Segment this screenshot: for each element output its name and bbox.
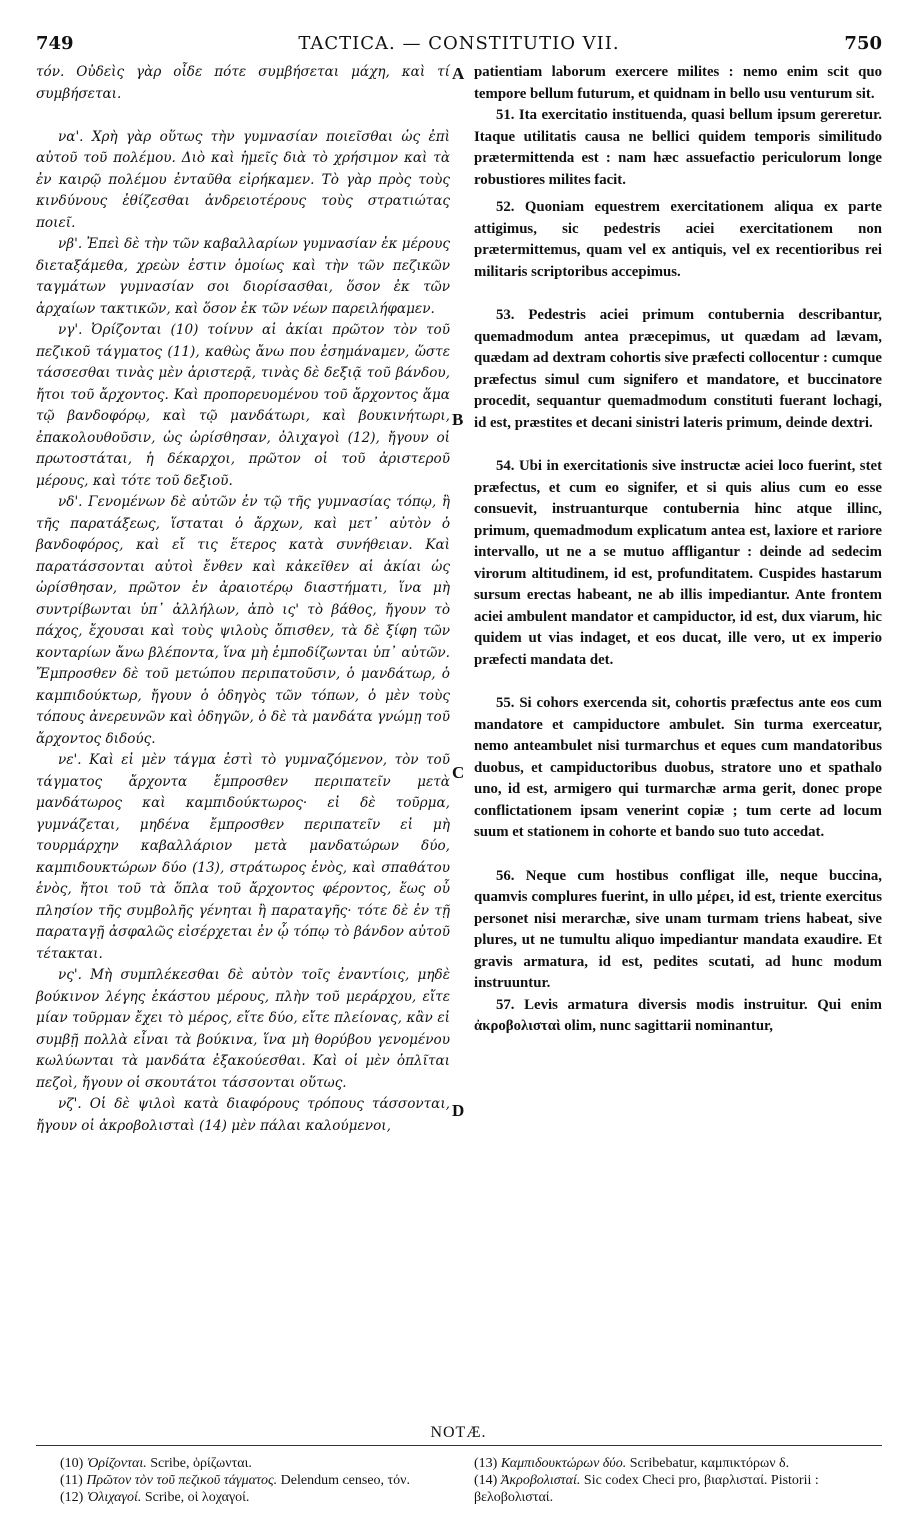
footnote	[60, 1455, 440, 1472]
latin-paragraph: patientiam laborum exercere milites : nemo enim scit quo tempore bellum futurum, et quidnam in bello usu venturum sit.	[474, 64, 882, 102]
greek-paragraph: νβ'. Ἐπεὶ δὲ τὴν τῶν καβαλλαρίων γυμνασίαν ἐκ μέρους διεταξάμεθα, χρεὼν ἐστιν ὁμοίως καὶ τὴν τῶν πεζικῶν ταγμάτων γυμνασίαν σοι διορίσασθαι, ὅσον ἐκ τῶν ἀρχαίων τακτικῶν, καὶ ὅσον ἐκ τῶν νέων παρειλήφαμεν.	[36, 236, 450, 317]
latin-column	[474, 62, 882, 1038]
section-marker-d: D	[452, 1101, 465, 1120]
footnote-lemma: Καμπιδουκτώρων δύο.	[500, 1456, 627, 1471]
footnote-lemma: Πρῶτον τὸν τοῦ πεζικοῦ τάγματος.	[86, 1473, 278, 1488]
running-title: TACTICA. — CONSTITUTIO VII.	[298, 33, 620, 54]
section-marker-a: A	[452, 64, 465, 83]
section-marker-c: C	[452, 763, 465, 782]
greek-paragraph: τόν. Οὐδεὶς γὰρ οἶδε πότε συμβήσεται μάχη, καὶ τί συμβήσεται.	[36, 64, 450, 102]
greek-paragraph: νε'. Καὶ εἰ μὲν τάγμα ἐστὶ τὸ γυμναζόμενον, τὸν τοῦ τάγματος ἄρχοντα ἔμπροσθεν περιπατεῖν μετὰ μανδάτωρος καὶ καμπιδούκτωρος· εἰ δὲ τοῦρμα, γυμνάζεται, μηδένα ἔμπροσθεν περιπατεῖν εἰ μὴ τουρμάρχην καβαλλάριον μετὰ μανδατώρων δύο, καμπιδουκτώρων δύο (13), στράτωρος ἑνὸς, καὶ σπαθάτου ἑνὸς, ἤτοι τοῦ τὰ ὅπλα τοῦ ἄρχοντος φέροντος, ἕως οὗ πλησίον τῆς συμβολῆς γένηται ἢ παραταγῆς· τότε δὲ ἐν τῇ παραταγῇ ἀσφαλῶς εἰσέρχεται ἐν ᾧ τόπῳ τὸ βάνδον αὐτοῦ τέτακται.	[36, 752, 450, 962]
footnote-number: (12)	[60, 1490, 84, 1505]
greek-paragraph: να'. Χρὴ γὰρ οὕτως τὴν γυμνασίαν ποιεῖσθαι ὡς ἐπὶ αὐτοῦ τοῦ πολέμου. Διὸ καὶ ἡμεῖς διὰ τὸ χρήσιμον καὶ τὰ ἐν καιρῷ πολέμου ἐνταῦθα εἰρήκαμεν. Τὸ γὰρ πρὸς τοὺς κινδύνους ἐθίζεσθαι ἀνδρειοτέρους τοὺς στρατιώτας ποιεῖ.	[36, 128, 450, 231]
greek-paragraph: νδ'. Γενομένων δὲ αὐτῶν ἐν τῷ τῆς γυμνασίας τόπῳ, ἢ τῆς παρατάξεως, ἵσταται ὁ ἄρχων, καὶ μετ᾽ αὐτὸν ὁ βανδοφόρος, καὶ εἴ τις ἕτερος κατὰ συνήθειαν. Καὶ παρατάσσονται αὐτοὶ ἔνθεν καὶ κἀκεῖθεν αἱ ἀκίαι ὡς ὡρίσθησαν, πρῶτον ἐν ἀραιοτέρῳ διαστήματι, ἵνα μὴ συντρίβωνται ὑπ᾽ ἀλλήλων, ἀπὸ ις' τὸ βάθος, ἤγουν τὸ πάχος, ἔχουσαι καὶ τοὺς ψιλοὺς ὄπισθεν, τὰ δὲ ξίφη τῶν κονταρίων ἄνω βλέποντα, ἵνα μὴ ἐμποδίζωνται ὑπ᾽ αὐτῶν. Ἔμπροσθεν δὲ τοῦ μετώπου περιπατοῦσιν, ὁ μανδάτωρ, ὁ καμπιδούκτωρ, ἤγουν ὁ ὁδηγὸς τῶν τόπων, ὁ μὲν τοὺς τόπους ἀνερευνῶν καὶ ὁδηγῶν, ὁ δὲ τὰ μανδάτα γνώμῃ τοῦ ἄρχοντος διδούς.	[36, 494, 450, 747]
footnote-text: Delendum censeo, τόν.	[280, 1473, 411, 1488]
footnote-number: (14)	[474, 1473, 498, 1488]
latin-paragraph: 55. Si cohors exercenda sit, cohortis præfectus ante eos cum mandatore et campiductore ambulet. Sin turma exerceatur, nemo anteambulet nisi turmarchus et eques cum mandatoribus duobus, et campiductoribus duobus, stratore uno et spathalo uno, id est, armigero qui turmarchæ arma gerit, donec prope conflictationem ipsam venerint copiæ ; tum certe ad locum suum et stationem in cohorte et bando suo tuto accedat.	[474, 695, 882, 840]
footnote-text: Sic codex Checi pro, βιαρλισταί. Pistorii : βελοβολισταί.	[474, 1473, 819, 1505]
latin-paragraph: 51. Ita exercitatio instituenda, quasi bellum ipsum gereretur. Itaque utilitatis causa ne bellici quidem temporis similitudo prætermittenda est : nam hæc assuefactio periculorum longe robustiores milites facit.	[474, 107, 882, 188]
footnote-text: Scribebatur, καμπικτόρων δ.	[629, 1456, 790, 1471]
footnote-lemma: Ἀκροβολισταί.	[500, 1473, 581, 1488]
footnote-lemma: Ὀλιχαγοί.	[86, 1490, 142, 1505]
footnote	[474, 1472, 882, 1506]
greek-paragraph: νγ'. Ὀρίζονται (10) τοίνυν αἱ ἀκίαι πρῶτον τὸν τοῦ πεζικοῦ τάγματος (11), καθὼς ἄνω που ἐσημάναμεν, ὥστε τάσσεσθαι τινὰς μὲν ἀριστερᾷ, τινὰς δὲ δεξιᾷ τοῦ βάνδου, ἤτοι τοῦ ἄρχοντος. Καὶ προπορευομένου τοῦ ἄρχοντος ἅμα τῷ βανδοφόρῳ, καὶ τῷ μανδάτωρι, καὶ βουκινήτωρι, ἐπακολουθοῦσιν, ὡς ὡρίσθησαν, ὀλιχαγοὶ (12), ἤγουν οἱ πρωτοστάται, ἡ δέκαρχοι, πρῶτον οἱ τοῦ ἀριστεροῦ μέρους, καὶ τότε τοῦ δεξιοῦ.	[36, 322, 450, 489]
notes-left	[60, 1455, 440, 1506]
greek-paragraph: νζ'. Οἱ δὲ ψιλοὶ κατὰ διαφόρους τρόπους τάσσονται, ἤγουν οἱ ἀκροβολισταὶ (14) μὲν πάλαι καλούμενοι,	[36, 1096, 450, 1134]
latin-paragraph: 56. Neque cum hostibus confligat ille, neque buccina, quamvis complures fuerint, in ullo μέρει, id est, triente exercitus personet nisi merarchæ, sive unam turmam triens habeat, sive plures, ut ne tumultu aliquo impediantur mandata exaudire. Et gravis armatura, id est, pedites scutati, ad hunc modum instruuntur.	[474, 867, 882, 991]
page-number-left: 749	[36, 33, 74, 54]
section-marker-b: B	[452, 410, 464, 429]
latin-paragraph: 57. Levis armatura diversis modis instruitur. Qui enim ἀκροβολισταὶ olim, nunc sagittarii nominantur,	[474, 996, 882, 1034]
notes-right	[474, 1455, 882, 1506]
notes-heading: NOTÆ.	[430, 1424, 487, 1441]
footnote	[60, 1472, 440, 1489]
footnote-number: (11)	[60, 1473, 83, 1488]
footnote-number: (13)	[474, 1456, 498, 1471]
greek-column	[36, 62, 450, 1137]
footnote	[474, 1455, 882, 1472]
latin-paragraph: 53. Pedestris aciei primum contubernia describantur, quemadmodum antea præcepimus, ut quædam ad lævam, quædam ad dextram cohortis sive præfecti collocentur : cumque præfectus simul cum signifero et mandatore, et buccinatore procedit, sequantur quemadmodum constituti fuerant lochagi, id est, præstites et decani sinistri lateris primum, deinde dextri.	[474, 307, 882, 431]
running-header	[36, 33, 882, 57]
greek-paragraph: νς'. Μὴ συμπλέκεσθαι δὲ αὐτὸν τοῖς ἐναντίοις, μηδὲ βούκινον λέγης ἑκάστου μέρους, πλὴν τοῦ μεράρχου, εἴτε μίαν τοῦρμαν ἔχει τὸ μέρος, εἴτε δύο, εἴτε πλείονας, κἂν εἰ συμβῇ πολλὰ εἶναι τὰ βούκινα, ἵνα μὴ θορύβου γενομένου κωλύωνται τὰ μανδάτα ἐξακούεσθαι. Καὶ οἱ μὲν ὁπλῖται πεζοὶ, ἤγουν οἱ σκουτάτοι τάσσονται οὕτως.	[36, 967, 450, 1091]
footnote-lemma: Ὀρίζονται.	[86, 1456, 147, 1471]
footnote-text: Scribe, οἱ λοχαγοί.	[144, 1490, 250, 1505]
latin-paragraph: 54. Ubi in exercitationis sive instructæ aciei loco fuerint, stet præfectus, et cum eo signifer, et si quis alius cum eo esse consuevit, instruanturque contubernia hinc atque illinc, primum, quemadmodum explicatum antea est, laxiore et rariore intervallo, ut ne a se mutuo affligantur : deinde ad sedecim virorum altitudinem, id est, profunditatem. Cuspides hastarum sursum erectas habeant, ne ab illis impediantur. Ante frontem aciei ambulent mandator et campiductor, id est, dux viarum, hic quidem ut vias indaget, et eos ducat, ille vero, ut ex imperio præfecti mandata det.	[474, 458, 882, 668]
footnote	[60, 1489, 440, 1506]
footnote-text: Scribe, ὁρίζωνται.	[150, 1456, 252, 1471]
notes-divider	[36, 1445, 882, 1446]
page-number-right: 750	[844, 33, 882, 54]
latin-paragraph: 52. Quoniam equestrem exercitationem aliqua ex parte attigimus, sic pedestris aciei exercitationem non prætermittemus, quam vel ex antiquis, vel ex recentioribus rei militaris scriptoribus accepimus.	[474, 199, 882, 280]
footnote-number: (10)	[60, 1456, 84, 1471]
